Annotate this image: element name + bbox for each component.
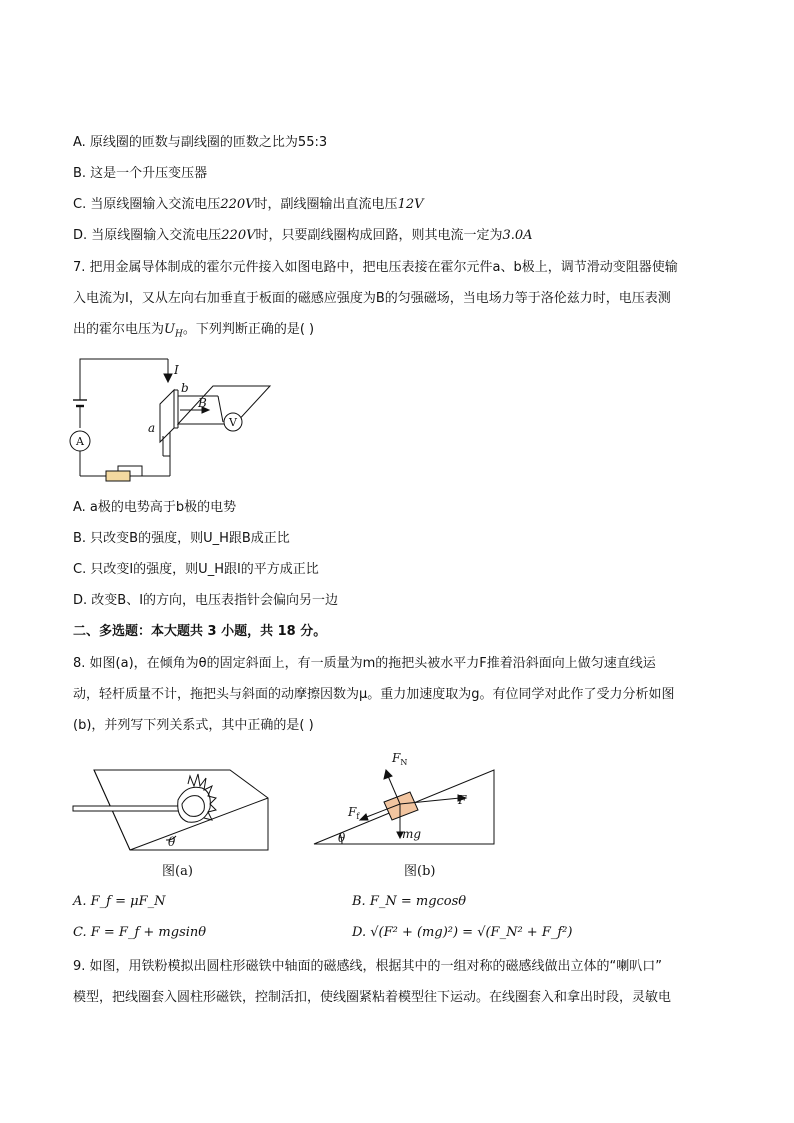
q8-option-b: B. F_N = mgcosθ [352,894,467,909]
q7-hall-voltage: U [164,322,175,337]
q6-option-c-text: C. 当原线圈输入交流电压 [73,197,221,212]
section-heading-multiple-choice [73,622,326,642]
q7-option-d: D. 改变B、I的方向，电压表指针会偏向另一边 [73,593,339,608]
label-normal-force: $F_N$ [392,751,408,767]
q7-stem-line1: 7. 把用金属导体制成的霍尔元件接入如图电路中，把电压表接在霍尔元件a、b极上，调节滑动变阻器使输 [73,260,678,275]
section-heading-detail: 本大题共 3 小题，共 18 分。 [151,624,327,639]
q6-option-d [73,226,533,246]
q8-option-d: D. √(F² + (mg)²) = √(F_N² + F_f²) [352,925,573,940]
mop-incline-figure-a [70,760,272,856]
label-current-I: I [174,363,179,377]
q6-option-d-text2: 时，只要副线圈构成回路，则其电流一定为 [255,228,503,243]
q9-stem-line2: 模型，把线圈套入圆柱形磁铁，控制活扣，使线圈紧粘着模型往下运动。在线圈套入和拿出时段，灵敏电 [73,990,672,1005]
q7-option-b: B. 只改变B的强度，则U_H跟B成正比 [73,531,290,546]
q7-stem-text2: 。下列判断正确的是( ) [182,322,315,337]
q7-option-c: C. 只改变I的强度，则U_H跟I的平方成正比 [73,562,319,577]
q9-stem-line1: 9. 如图，用铁粉模拟出圆柱形磁铁中轴面的磁感线，根据其中的一组对称的磁感线做出立体的“喇叭口” [73,959,663,974]
voltmeter-label: V [229,416,237,429]
q6-option-c-text2: 时，副线圈输出直流电压 [254,197,398,212]
q8-option-a: A. F_f = μF_N [73,894,166,909]
q6-option-d-current: 3.0A [502,228,533,243]
label-theta-a: θ [168,835,176,849]
q6-option-c-voltage2: 12V [397,197,424,212]
label-pole-b: b [181,381,189,395]
figure-b-caption: 图(b) [404,864,436,879]
q6-option-c-voltage: 220V [220,197,255,212]
q8-stem-line2: 动，轻杆质量不计，拖把头与斜面的动摩擦因数为μ。重力加速度取为g。有位同学对此作了受力分析如图 [73,687,675,702]
hall-circuit-figure [68,352,278,486]
ammeter-label: A [76,435,84,448]
q7-option-a: A. a极的电势高于b极的电势 [73,500,237,515]
q7-hall-voltage-sub: H [174,329,183,340]
q8-stem-line3: (b)，并列写下列关系式，其中正确的是( ) [73,718,314,733]
q6-option-c [73,195,424,215]
q8-option-c: C. F = F_f + mgsinθ [73,925,207,940]
q7-stem-line3 [73,320,314,345]
section-heading-label: 二、多选题： [73,624,152,639]
force-diagram-figure-b [308,746,500,850]
q6-option-d-text: D. 当原线圈输入交流电压 [73,228,222,243]
q6-option-b: B. 这是一个升压变压器 [73,166,208,181]
label-push-force: F [458,793,467,807]
label-field-B: B [198,396,207,410]
q8-stem-line1: 8. 如图(a)，在倾角为θ的固定斜面上，有一质量为m的拖把头被水平力F推着沿斜面向上做匀速直线运 [73,656,656,671]
label-pole-a: a [148,421,156,435]
label-theta-b: θ [338,831,346,845]
q7-stem-text: 出的霍尔电压为 [73,322,165,337]
figure-a-caption: 图(a) [162,864,193,879]
q6-option-d-voltage: 220V [221,228,256,243]
label-gravity: mg [402,827,422,841]
label-friction-force: $F_f$ [348,805,360,821]
q7-stem-line2: 入电流为I，又从左向右加垂直于板面的磁感应强度为B的匀强磁场，当电场力等于洛伦兹力时，电压表测 [73,291,671,306]
q6-option-a: A. 原线圈的匝数与副线圈的匝数之比为55:3 [73,135,328,150]
